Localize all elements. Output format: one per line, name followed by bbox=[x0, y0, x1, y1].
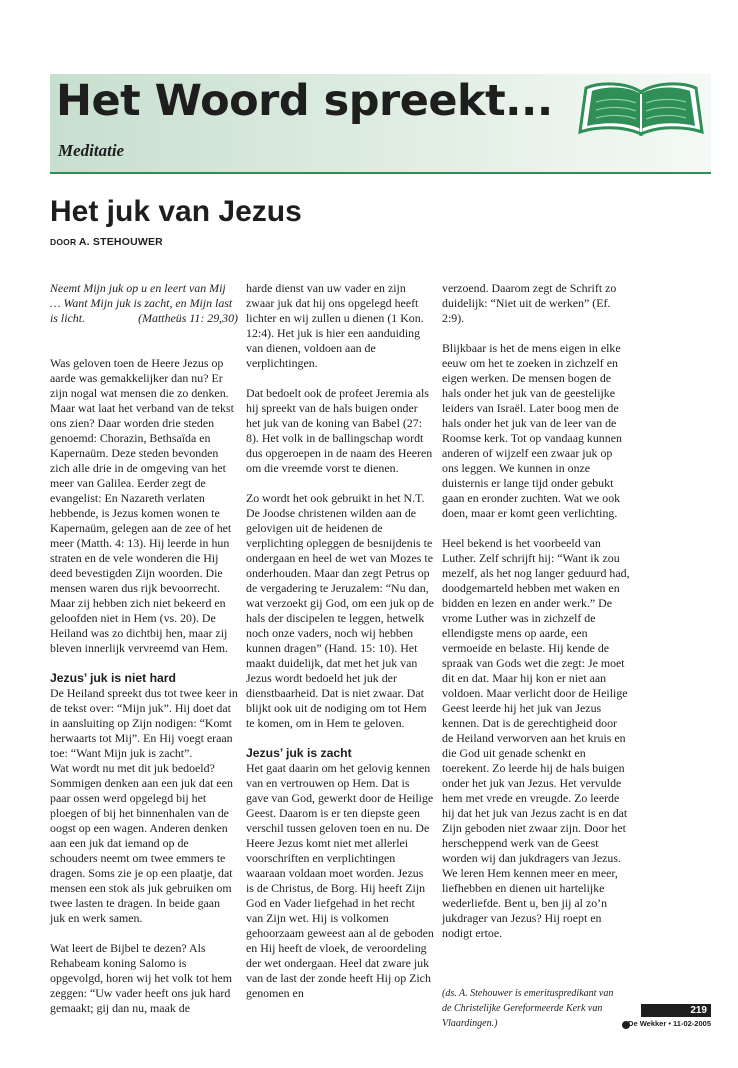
column-2 bbox=[246, 281, 434, 1016]
paragraph: Wat leert de Bijbel te dezen? Als Rehabeam koning Salomo is opgevolgd, horen wij het volk tot hem zeggen: “Uw vader heeft ons juk hard gemaakt; gij dan nu, maak de bbox=[50, 941, 232, 1015]
quote-reference: (Mattheüs 11: 29,30) bbox=[138, 311, 238, 325]
author-note bbox=[442, 986, 630, 1031]
column-3 bbox=[442, 281, 630, 1031]
paragraph: De Heiland spreekt dus tot twee keer in de tekst over: “Mijn juk”. Hij doet dat in aansluiting op Zijn nodigen: “Komt herwaarts tot Mij”. En Hij voegt eraan toe: “Want Mijn juk is zacht”. bbox=[50, 686, 238, 760]
open-book-icon bbox=[576, 78, 706, 138]
byline-prefix: DOOR bbox=[50, 237, 77, 247]
section-title: Het Woord spreekt... bbox=[56, 76, 553, 126]
publication-source: De Wekker • 11-02-2005 bbox=[628, 1019, 711, 1028]
quote-text: Neemt Mijn juk op u en leert van Mij … Want Mijn juk is zacht, en Mijn last is licht. bbox=[50, 281, 233, 325]
subheading: Jezus’ juk is niet hard bbox=[50, 671, 176, 685]
article-title: Het juk van Jezus bbox=[50, 195, 302, 228]
subheading: Jezus’ juk is zacht bbox=[246, 746, 352, 760]
page-number: 219 bbox=[641, 1004, 711, 1017]
scripture-quote bbox=[50, 281, 238, 326]
section-subtitle: Meditatie bbox=[58, 141, 125, 160]
paragraph: Was geloven toen de Heere Jezus op aarde was gemakkelijker dan nu? Er zijn nogal wat mensen die zo denken. Maar wat laat het verband van de tekst ons zien? Daar worden drie steden genoemd: Chorazin, Bethsaïda en Kapernaüm. Deze steden bevonden zich alle drie in de omgeving van het meer van Galilea. Eerder zegt de evangelist: En Nazareth verlaten hebbende, is Jezus komen wonen te Kapernaüm, gelegen aan de zee of het meer (Matth. 4: 13). Hij leerde in hun straten en de vele wonderen die Hij deed bevestigden Zijn woorden. Die mensen waren dus rijk bevoorrecht. Maar zij hebben zich niet bekeerd en geloofden niet in Hem (vs. 20). De Heiland was zo dichtbij hen, maar zij bleven innerlijk vervreemd van Hem. bbox=[50, 356, 234, 655]
byline bbox=[50, 236, 163, 248]
paragraph: Blijkbaar is het de mens eigen in elke eeuw om het te zoeken in zichzelf en eigen werken. De mensen bogen de hals onder het juk van de geestelijke leiders van Israël. Later boog men de hals onder het juk van de leer van de Roomse kerk. Tot op vandaag kunnen anderen of wijzelf een zwaar juk op ons leggen. We kunnen in onze duisternis er lange tijd onder gebukt gaan en eronder zuchten. Wat we ook doen, maar er komt geen verlichting. bbox=[442, 341, 622, 520]
byline-author: A. STEHOUWER bbox=[78, 236, 163, 248]
paragraph: Dat bedoelt ook de profeet Jeremia als hij spreekt van de hals buigen onder het juk van de koning van Babel (27: 8). Het volk in de ballingschap wordt dus opgeroepen in de naam des Heeren om die vreemde vorst te dienen. bbox=[246, 386, 433, 475]
paragraph: Heel bekend is het voorbeeld van Luther. Zelf schrijft hij: “Want ik zou mezelf, als het nog langer geduurd had, doodgemarteld hebben met waken en bidden en lezen en ander werk.” De vrome Luther was in zichzelf de ellendigste mens op aarde, een vermoeide en belaste. Hij kende de spraak van Gods wet die zegt: Je moet dit en dat. Maar hij kon er niet aan voldoen. Maar verlicht door de Heilige Geest leerde hij het juk van Jezus kennen. Dat is de gerechtigheid door de Heiland verworven aan het kruis en die God uit genade schenkt en toerekent. Zo leerde hij de hals buigen onder het juk van Jezus. Het vervulde hem met vrede en vreugde. Zo leerde hij dat het juk van Jezus zacht is en dat Zijn geboden niet zwaar zijn. Door het herscheppend werk van de Geest worden wij dan jukdragers van Jezus. We leren Hem kennen meer en meer, liefhebben en dienen uit hartelijke wederliefde. Bent u, ben jij al zo’n jukdrager van Jezus? Hij roept en nodigt ertoe. bbox=[442, 536, 630, 940]
paragraph: Het gaat daarin om het gelovig kennen van en vertrouwen op Hem. Dat is gave van God, gewerkt door de Heilige Geest. Daarom is er ten diepste geen verschil tussen geloven toen en nu. De Heere Jezus komt niet met allerlei voorschriften en verplichtingen waaraan voldaan moet worden. Jezus is de Christus, de Borg. Hij heeft Zijn God en Vader liefgehad in het recht van Zijn wet. Hij is volkomen gehoorzaam geweest aan al de geboden en Hij heeft de vloek, de veroordeling der wet ondergaan. Heel dat zware juk van de last der zonde heeft Hij op Zich genomen en bbox=[246, 761, 434, 1000]
column-1 bbox=[50, 281, 238, 1031]
paragraph: verzoend. Daarom zegt de Schrift zo duidelijk: “Niet uit de werken” (Ef. 2:9). bbox=[442, 281, 617, 325]
author-note-text: (ds. A. Stehouwer is emerituspredikant van de Christelijke Gereformeerde Kerk van Vlaardingen.) bbox=[442, 988, 614, 1029]
paragraph: Wat wordt nu met dit juk bedoeld? Sommigen denken aan een juk dat een paar ossen werd opgelegd bij het ploegen of bij het binnenhalen van de oogst op een wagen. Anderen denken aan een juk dat iemand op de schouders neemt om twee emmers te dragen. Soms zie je op een plaatje, dat mensen een stok als juk gebruiken om twee lasten te dragen. In beide gaan juk en werk samen. bbox=[50, 761, 233, 925]
banner-rule bbox=[50, 172, 711, 174]
paragraph: harde dienst van uw vader en zijn zwaar juk dat hij ons opgelegd heeft lichter en wij zullen u dienen (1 Kon. 12:4). Het juk is hier een aanduiding van dienen, voldoen aan de verplichtingen. bbox=[246, 281, 424, 370]
paragraph: Zo wordt het ook gebruikt in het N.T. De Joodse christenen wilden aan de gelovigen uit de heidenen de verplichting opleggen de besnijdenis te ondergaan en heel de wet van Mozes te onderhouden. Maar dan zegt Petrus op de vergadering te Jeruzalem: “Nu dan, wat verzoekt gij God, om een juk op de hals der discipelen te leggen, hetwelk noch onze vaders, noch wij hebben kunnen dragen” (Hand. 15: 10). Het maakt duidelijk, dat met het juk van Jezus wordt bedoeld het juk der dienstbaarheid. Dat is niet zwaar. Dat blijkt ook uit de nodiging om tot Hem te komen, om in Hem te geloven. bbox=[246, 491, 434, 730]
